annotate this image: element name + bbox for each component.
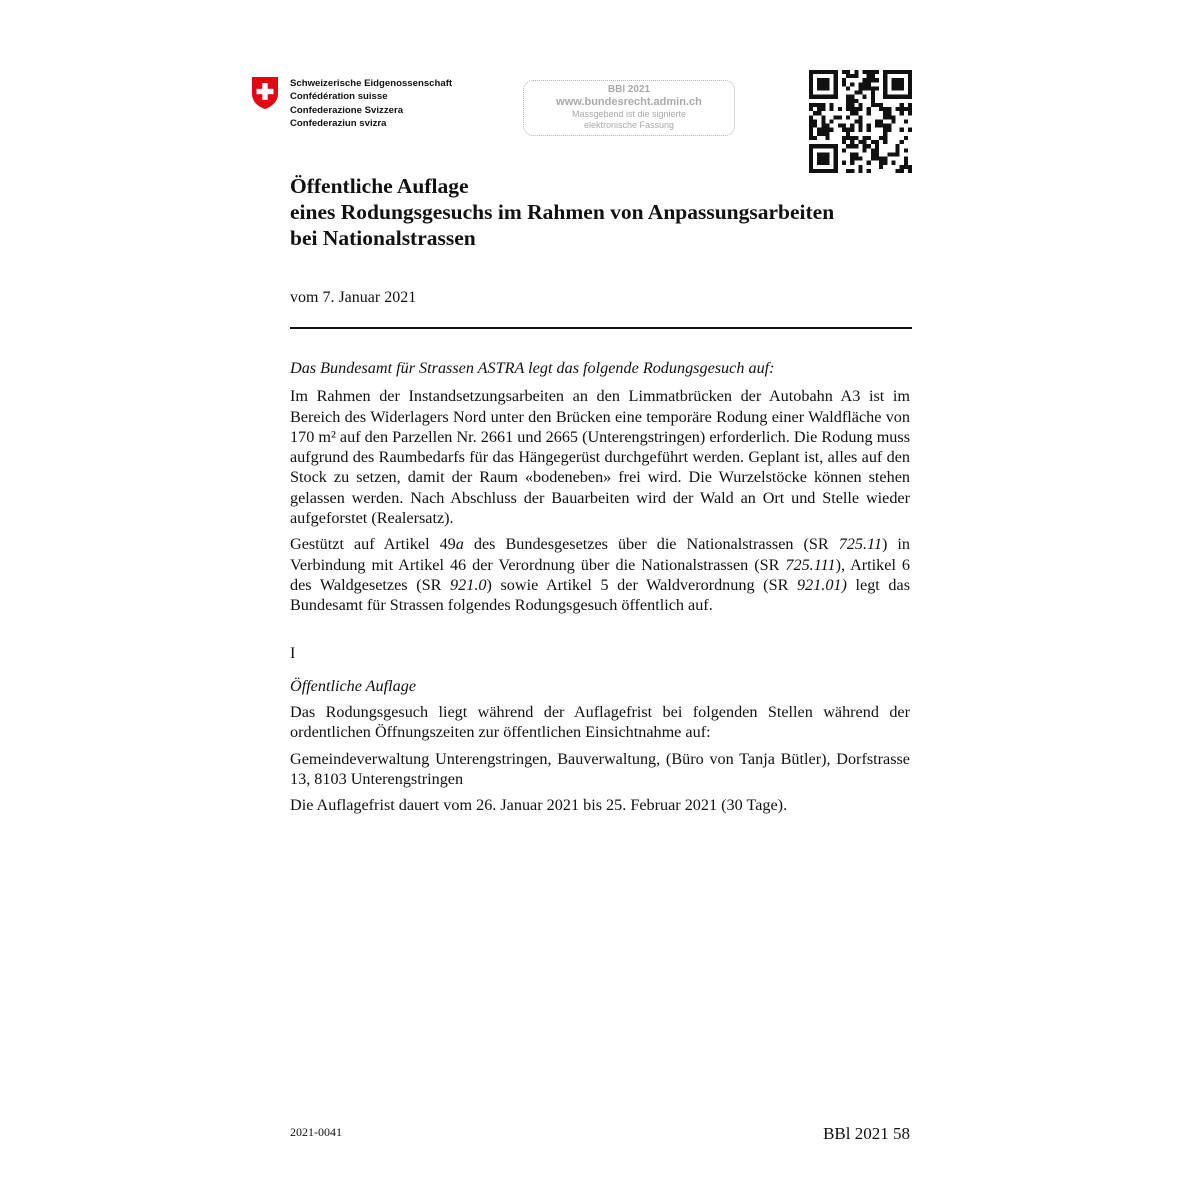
document-header <box>250 70 912 175</box>
paragraph-description: Im Rahmen der Instandsetzungsarbeiten an den Limmatbrücken der Autobahn A3 ist im Bereich des Widerlagers Nord unter den Brücken eine temporäre Rodung einer Waldfläche von 170 m² auf den Parzellen Nr. 2661 und 2665 (Unterengstringen) erforderlich. Die Rodung muss aufgrund des Raumbedarfs für das Hängegerüst durchgeführt werden. Geplant ist, alles auf den Stock zu setzen, damit der Raum «bodeneben» frei wird. Die Wurzelstöcke können stehen gelassen werden. Nach Abschluss der Bauarbeiten wird der Wald an Ort und Stelle wieder aufgeforstet (Realersatz). <box>290 387 910 528</box>
intro-text: Das Bundesamt für Strassen ASTRA legt das folgende Rodungsgesuch auf: <box>290 359 775 377</box>
stamp-line-3: Massgebend ist die signierte <box>571 109 687 119</box>
legal-article-letter: a <box>455 535 464 554</box>
paragraph-legal-basis <box>290 534 910 615</box>
legal-text-4: ), Artikel 6 des Waldgesetzes (SR <box>290 555 910 594</box>
publication-stamp <box>523 80 735 136</box>
document-number: 2021-0041 <box>290 1125 342 1139</box>
legal-text-5: ) sowie Artikel 5 der Waldverordnung (SR <box>486 575 797 594</box>
title-line-1: Öffentliche Auflage <box>290 174 469 198</box>
qr-code-icon <box>809 70 912 173</box>
section-paragraph-1: Das Rodungsgesuch liegt während der Auflagefrist bei folgenden Stellen während der ordentlichen Öffnungszeiten zur öffentlichen Einsichtnahme auf: <box>290 703 910 742</box>
title-line-2: eines Rodungsgesuchs im Rahmen von Anpassungsarbeiten <box>290 200 835 224</box>
stamp-line-4: elektronische Fassung <box>583 120 675 130</box>
legal-text-3: ) in Verbindung mit Artikel 46 der Verordnung über die Nationalstrassen (SR <box>290 535 911 574</box>
sr-reference-4: 921.01) <box>797 575 847 594</box>
legal-text-1: Gestützt auf Artikel 49 <box>290 535 456 554</box>
swiss-cross-shield-icon <box>250 76 280 110</box>
document-body <box>290 358 910 822</box>
confederation-name-rm: Confederaziun svizra <box>290 117 387 129</box>
legal-text-6: legt das Bundesamt für Strassen folgendes Rodungsgesuch öffentlich auf. <box>290 575 911 615</box>
sr-reference-3: 921.0 <box>450 575 487 594</box>
stamp-line-1: BBl 2021 <box>607 84 651 95</box>
section-number: I <box>290 643 296 662</box>
confederation-name-it: Confederazione Svizzera <box>290 104 404 116</box>
document-date: vom 7. Januar 2021 <box>290 289 417 306</box>
page-title <box>290 173 930 251</box>
sr-reference-1: 725.11 <box>838 535 883 554</box>
stamp-line-2: www.bundesrecht.admin.ch <box>556 96 702 108</box>
sr-reference-2: 725.111 <box>785 555 836 574</box>
confederation-name-de: Schweizerische Eidgenossenschaft <box>290 78 453 89</box>
title-line-3: bei Nationalstrassen <box>290 226 476 250</box>
legal-text-2: des Bundesgesetzes über die Nationalstrassen (SR <box>463 535 839 554</box>
bbl-citation: BBl 2021 58 <box>823 1124 910 1143</box>
title-divider <box>290 327 912 329</box>
section-title: Öffentliche Auflage <box>290 676 417 695</box>
section-paragraph-address: Gemeindeverwaltung Unterengstringen, Bauverwaltung, (Büro von Tanja Bütler), Dorfstrasse 13, 8103 Unterengstringen <box>290 749 910 789</box>
section-paragraph-deadline: Die Auflagefrist dauert vom 26. Januar 2021 bis 25. Februar 2021 (30 Tage). <box>290 796 788 815</box>
confederation-names <box>290 77 452 130</box>
confederation-name-fr: Confédération suisse <box>290 91 388 103</box>
